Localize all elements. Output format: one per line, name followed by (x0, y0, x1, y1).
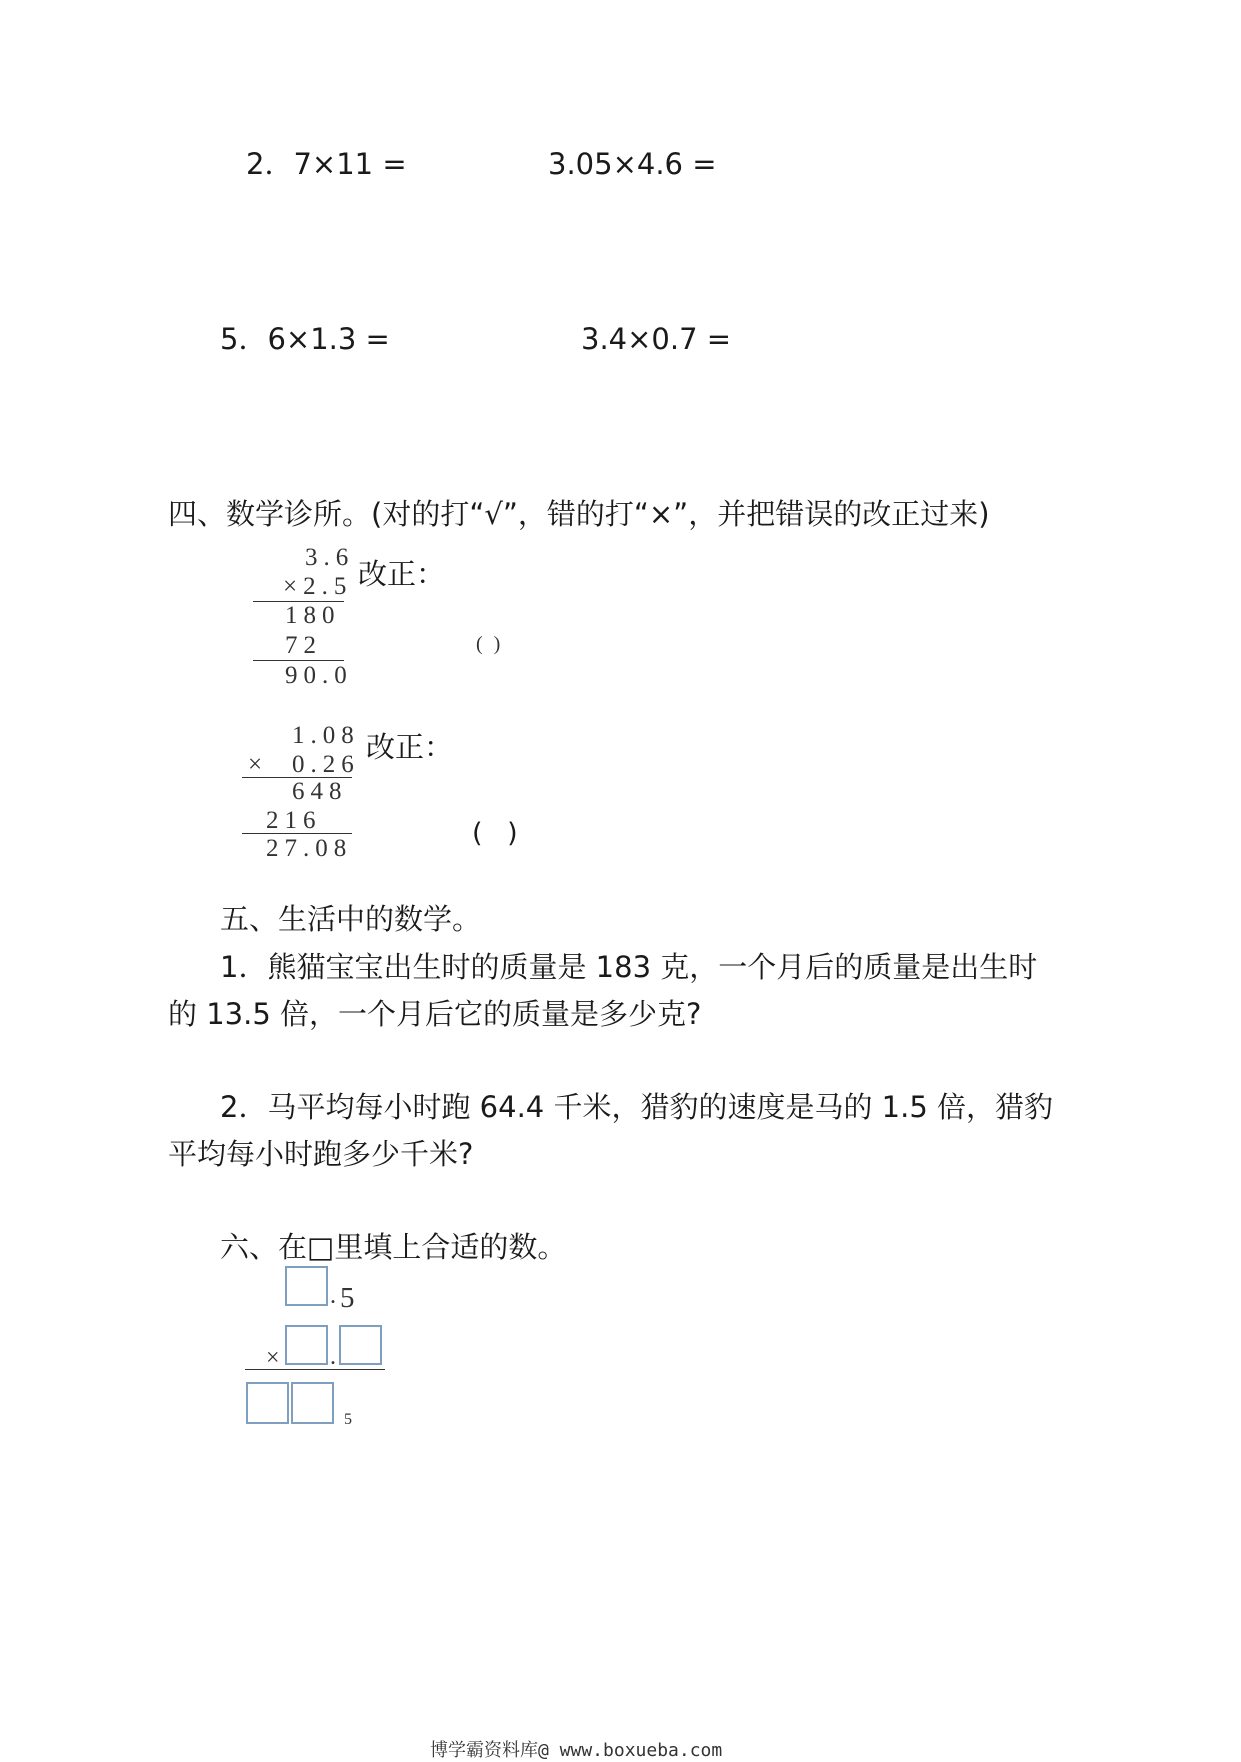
problem-5b: 3.4×0.7 = (581, 322, 732, 356)
blank-box-row1[interactable] (285, 1266, 328, 1306)
problem-2b: 3.05×4.6 = (548, 147, 717, 181)
blank-box-result-b[interactable] (291, 1382, 334, 1424)
calc1-rule-2 (253, 660, 344, 661)
calc1-line4: 72 (285, 632, 322, 659)
question-1-line-1: 1．熊猫宝宝出生时的质量是 183 克，一个月后的质量是出生时 (220, 950, 1038, 984)
calc2-line4: 216 (266, 807, 322, 834)
section-4-title: 四、数学诊所。(对的打“√”，错的打“×”，并把错误的改正过来) (168, 497, 990, 531)
calc2-times: × (248, 751, 269, 778)
calc1-line2: ×2.5 (283, 573, 353, 600)
problem-5a: 5．6×1.3 = (220, 322, 390, 356)
row1-decimal-point: . (330, 1283, 336, 1309)
calc2-correction-label: 改正： (366, 730, 454, 764)
puzzle-rule (245, 1369, 385, 1370)
calc2-judge-blank[interactable]: ( ) (472, 818, 526, 849)
footer-watermark: 博学霸资料库@ www.boxueba.com (430, 1740, 723, 1761)
result-digit: 5 (344, 1411, 352, 1428)
question-2-line-2: 平均每小时跑多少千米? (168, 1137, 474, 1171)
blank-box-row2-a[interactable] (285, 1325, 328, 1365)
calc1-line5: 90.0 (285, 662, 353, 689)
times-sign: × (266, 1345, 280, 1371)
blank-box-result-a[interactable] (246, 1382, 289, 1424)
row1-digit: 5 (340, 1282, 355, 1314)
row2-decimal-point: . (330, 1344, 336, 1370)
section-5-title: 五、生活中的数学。 (220, 902, 482, 936)
question-1-line-2: 的 13.5 倍，一个月后它的质量是多少克? (168, 997, 702, 1031)
calc2-line3: 648 (292, 778, 348, 805)
blank-box-row2-b[interactable] (339, 1325, 382, 1365)
problem-2a: 2．7×11 = (246, 147, 407, 181)
calc1-correction-label: 改正： (358, 557, 446, 591)
section-6-title: 六、在□里填上合适的数。 (220, 1230, 567, 1264)
calc2-line1: 1.08 (292, 722, 360, 749)
calc2-line5: 27.08 (266, 835, 353, 862)
question-2-line-1: 2．马平均每小时跑 64.4 千米，猎豹的速度是马的 1.5 倍，猎豹 (220, 1090, 1054, 1124)
calc2-line2: 0.26 (292, 751, 360, 778)
calc1-line3: 180 (285, 602, 341, 629)
calc1-judge-blank[interactable]: ( ) (476, 633, 504, 655)
calc1-line1: 3.6 (305, 544, 355, 571)
calc2-rule-2 (242, 833, 352, 834)
